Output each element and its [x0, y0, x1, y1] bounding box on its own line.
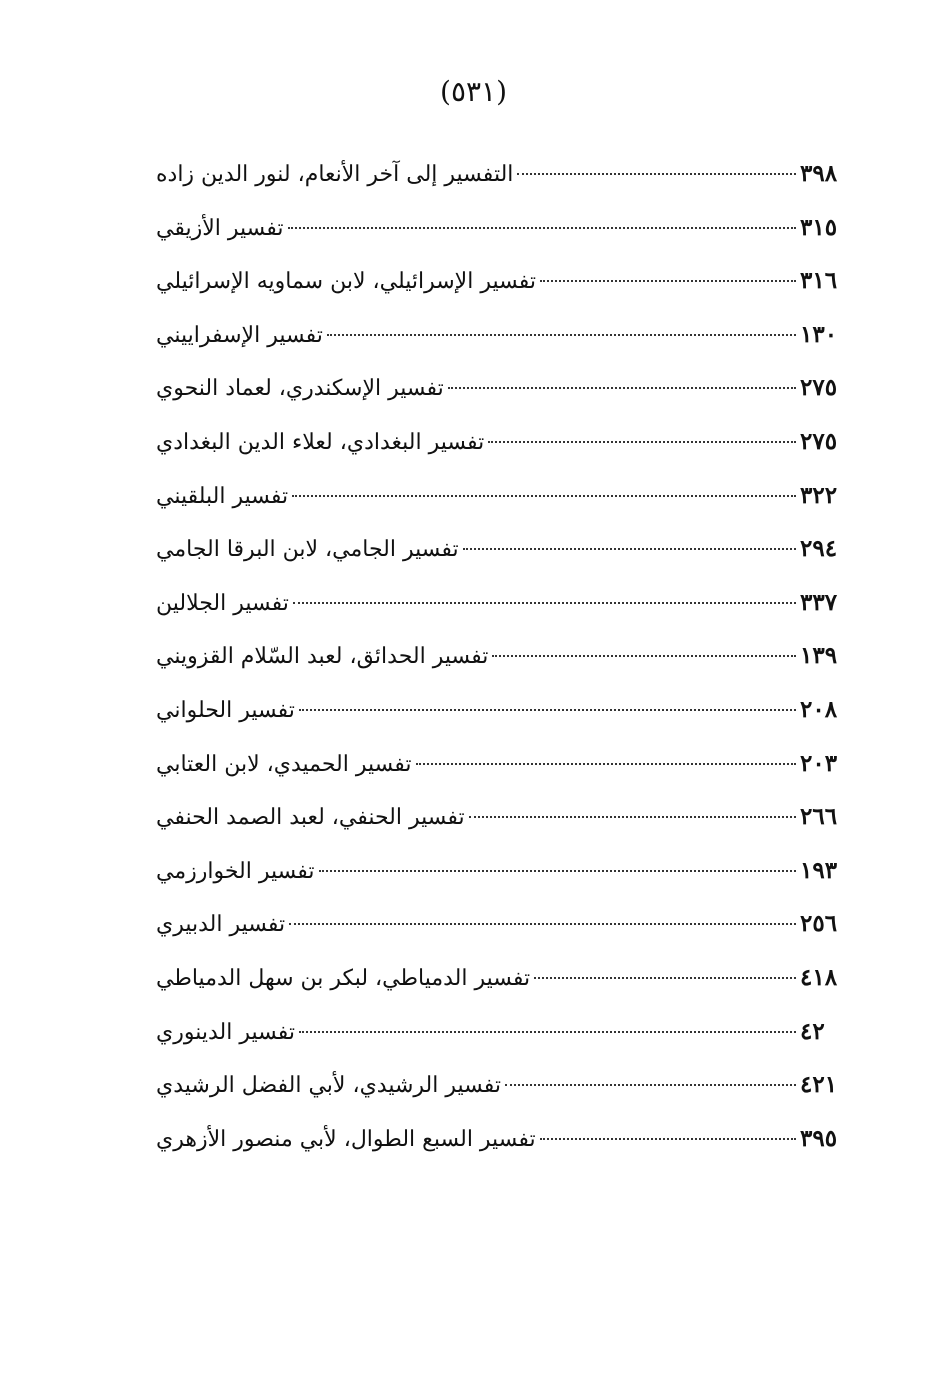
entry-title: تفسير الجلالين — [156, 590, 289, 616]
entry-title: تفسير الحميدي، لابن العتابي — [156, 751, 412, 777]
entry-page-number: ١٩٣ — [800, 856, 838, 884]
toc-entry — [150, 201, 858, 255]
dot-leader — [488, 441, 796, 443]
entry-title: تفسير الحلواني — [156, 697, 295, 723]
toc-entry — [150, 737, 858, 791]
toc-entry — [150, 254, 858, 308]
entry-title: تفسير البلقيني — [156, 483, 289, 509]
dot-leader — [463, 548, 796, 550]
entry-page-number: ٢٧٥ — [800, 427, 838, 455]
entry-title: تفسير الدمياطي، لبكر بن سهل الدمياطي — [156, 965, 531, 991]
toc-entry — [150, 897, 858, 951]
dot-leader — [299, 1031, 796, 1033]
toc-entry — [150, 469, 858, 523]
entry-title: تفسير الأزيقي — [156, 215, 284, 241]
entry-page-number: ٢٠٣ — [800, 749, 838, 777]
entry-page-number: ١٣٠ — [800, 320, 838, 348]
entry-page-number: ٤١٨ — [800, 963, 838, 991]
toc-entry — [150, 1005, 858, 1059]
entry-title: تفسير الإسفراييني — [156, 322, 323, 348]
entry-page-number: ٢٩٤ — [800, 535, 838, 563]
page-number: (٥٣١) — [440, 75, 507, 108]
entry-page-number: ٢٦٦ — [800, 803, 838, 831]
toc-entry — [150, 844, 858, 898]
entry-page-number: ٣٣٧ — [800, 588, 838, 616]
entry-page-number: ٣٢٢ — [800, 481, 838, 509]
dot-leader — [517, 173, 796, 175]
toc-entry — [150, 308, 858, 362]
entry-title: تفسير الجامي، لابن البرقا الجامي — [156, 537, 459, 563]
toc-entry — [150, 683, 858, 737]
entry-title: التفسير إلى آخر الأنعام، لنور الدين زاده — [156, 162, 514, 187]
toc-entry — [150, 629, 858, 683]
toc-entry — [150, 415, 858, 469]
entry-title: تفسير الرشيدي، لأبي الفضل الرشيدي — [156, 1073, 502, 1099]
entry-page-number: ٣٩٥ — [800, 1124, 838, 1152]
dot-leader — [293, 602, 796, 604]
entry-page-number: ٣٩٨ — [800, 160, 838, 187]
entry-title: تفسير الإسرائيلي، لابن سماويه الإسرائيلي — [156, 269, 536, 295]
dot-leader — [534, 977, 796, 979]
toc-entry — [150, 361, 858, 415]
entry-title: تفسير الإسكندري، لعماد النحوي — [156, 376, 444, 402]
table-of-contents — [150, 147, 858, 1165]
entry-title: تفسير البغدادي، لعلاء الدين البغدادي — [156, 429, 485, 455]
entry-page-number: ١٣٩ — [800, 642, 838, 670]
dot-leader — [319, 870, 796, 872]
dot-leader — [299, 709, 796, 711]
entry-page-number: ٣١٥ — [800, 213, 838, 241]
entry-title: تفسير الحدائق، لعبد السّلام القزويني — [156, 644, 489, 670]
dot-leader — [540, 280, 796, 282]
entry-title: تفسير الدينوري — [156, 1019, 295, 1045]
entry-page-number: ٤٢١ — [800, 1071, 838, 1099]
dot-leader — [327, 334, 796, 336]
toc-entry — [150, 522, 858, 576]
dot-leader — [292, 495, 796, 497]
entry-page-number: ٢٥٦ — [800, 910, 838, 938]
entry-page-number: ٢٠٨ — [800, 695, 838, 723]
entry-title: تفسير الخوارزمي — [156, 858, 315, 884]
dot-leader — [289, 923, 796, 925]
toc-entry — [150, 576, 858, 630]
entry-page-number: ٢٧٥ — [800, 374, 838, 402]
entry-title: تفسير الدبيري — [156, 912, 286, 938]
dot-leader — [469, 816, 796, 818]
toc-entry — [150, 1112, 858, 1166]
entry-page-number: ٣١٦ — [800, 267, 838, 295]
entry-title: تفسير السبع الطوال، لأبي منصور الأزهري — [156, 1126, 536, 1152]
dot-leader — [540, 1138, 796, 1140]
toc-entry — [150, 147, 858, 201]
dot-leader — [505, 1084, 796, 1086]
entry-title: تفسير الحنفي، لعبد الصمد الحنفي — [156, 805, 465, 831]
dot-leader — [492, 655, 796, 657]
entry-page-number: ٤٢ — [800, 1017, 825, 1045]
toc-entry — [150, 951, 858, 1005]
dot-leader — [448, 387, 796, 389]
toc-entry — [150, 1058, 858, 1112]
dot-leader — [288, 227, 796, 229]
dot-leader — [416, 763, 796, 765]
toc-entry — [150, 790, 858, 844]
